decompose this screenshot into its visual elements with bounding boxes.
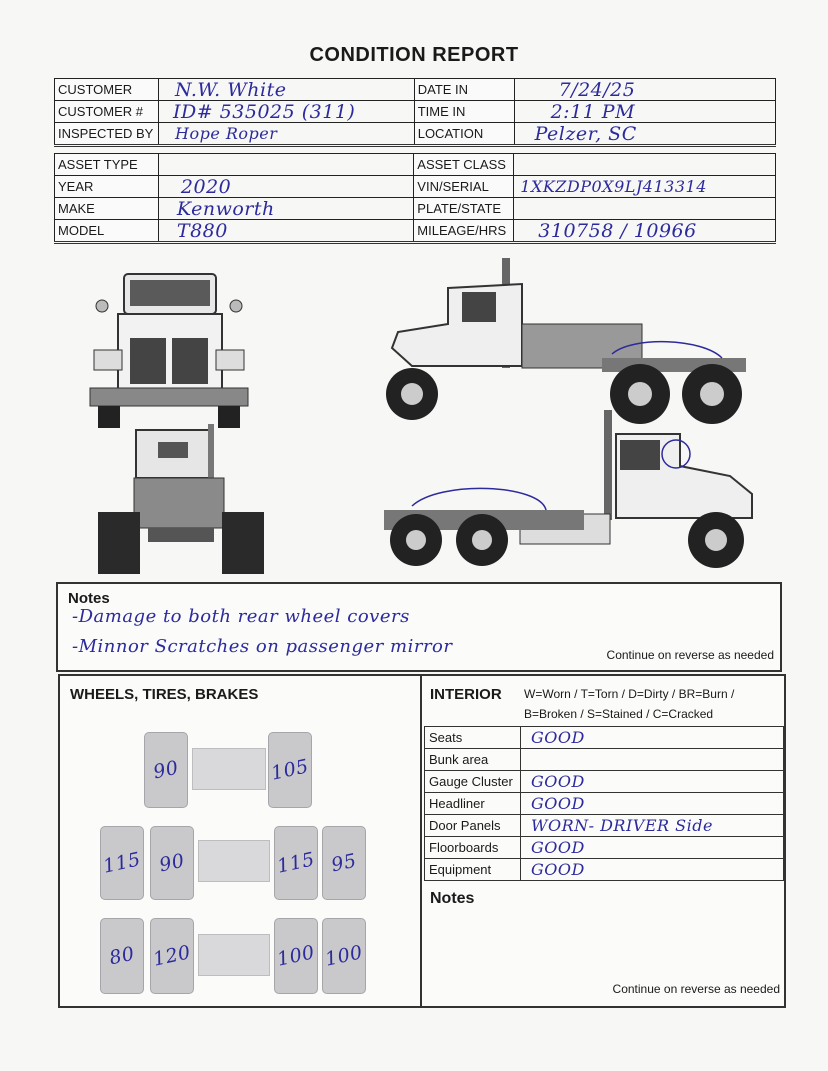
inspected-by-value[interactable]: Hope Roper xyxy=(158,123,414,146)
interior-row-value[interactable]: GOOD xyxy=(521,837,784,859)
interior-row-value[interactable]: GOOD xyxy=(521,727,784,749)
interior-row xyxy=(425,837,784,859)
date-in-label: DATE IN xyxy=(414,79,514,101)
interior-section xyxy=(420,674,786,1008)
tire-rear-left-inner[interactable]: 120 xyxy=(150,918,194,994)
interior-table xyxy=(424,726,784,881)
mileage-value[interactable]: 310758 / 10966 xyxy=(514,220,776,243)
asset-type-label: ASSET TYPE xyxy=(55,154,159,176)
interior-row-label: Bunk area xyxy=(425,749,521,771)
notes-heading: Notes xyxy=(68,590,110,607)
time-in-value[interactable]: 2:11 PM xyxy=(514,101,775,123)
interior-row-value[interactable] xyxy=(521,749,784,771)
interior-row-value[interactable]: WORN- DRIVER Side xyxy=(521,815,784,837)
location-value[interactable]: Pelzer, SC xyxy=(514,123,775,146)
interior-notes-heading: Notes xyxy=(430,890,475,907)
mileage-label: MILEAGE/HRS xyxy=(414,220,514,243)
asset-class-label: ASSET CLASS xyxy=(414,154,514,176)
date-in-value[interactable]: 7/24/25 xyxy=(514,79,775,101)
interior-row-value[interactable]: GOOD xyxy=(521,771,784,793)
vin-value[interactable]: 1XKZDP0X9LJ413314 xyxy=(514,176,776,198)
interior-footer: Continue on reverse as needed xyxy=(612,982,780,996)
year-label: YEAR xyxy=(55,176,159,198)
interior-row-label: Seats xyxy=(425,727,521,749)
plate-label: PLATE/STATE xyxy=(414,198,514,220)
tire-front-left[interactable]: 90 xyxy=(144,732,188,808)
tire-mid-left-outer[interactable]: 115 xyxy=(100,826,144,900)
tire-mid-left-inner[interactable]: 90 xyxy=(150,826,194,900)
truck-front-view-image xyxy=(88,266,250,430)
tire-rear-left-outer[interactable]: 80 xyxy=(100,918,144,994)
location-label: LOCATION xyxy=(414,123,514,146)
interior-row xyxy=(425,815,784,837)
notes-line-2[interactable]: -Minnor Scratches on passenger mirror xyxy=(72,636,453,657)
customer-number-value[interactable]: ID# 535025 (311) xyxy=(158,101,414,123)
interior-row-label: Gauge Cluster xyxy=(425,771,521,793)
truck-rear-view-image xyxy=(94,420,270,580)
customer-number-label: CUSTOMER # xyxy=(55,101,159,123)
interior-row-value[interactable]: GOOD xyxy=(521,793,784,815)
inspected-by-label: INSPECTED BY xyxy=(55,123,159,146)
wheels-section xyxy=(58,674,422,1008)
notes-section xyxy=(56,582,782,672)
tire-mid-right-outer[interactable]: 95 xyxy=(322,826,366,900)
year-value[interactable]: 2020 xyxy=(158,176,413,198)
model-value[interactable]: T880 xyxy=(158,220,413,243)
tire-rear-right-outer[interactable]: 100 xyxy=(322,918,366,994)
vin-label: VIN/SERIAL xyxy=(414,176,514,198)
interior-row-label: Headliner xyxy=(425,793,521,815)
truck-passenger-side-image xyxy=(372,254,750,428)
interior-row-label: Equipment xyxy=(425,859,521,881)
customer-value[interactable]: N.W. White xyxy=(158,79,414,101)
model-label: MODEL xyxy=(55,220,159,243)
asset-class-value[interactable] xyxy=(514,154,776,176)
interior-row-label: Floorboards xyxy=(425,837,521,859)
wheels-heading: WHEELS, TIRES, BRAKES xyxy=(70,686,259,703)
interior-row-label: Door Panels xyxy=(425,815,521,837)
notes-footer: Continue on reverse as needed xyxy=(606,648,774,662)
asset-type-value[interactable] xyxy=(158,154,413,176)
interior-row-value[interactable]: GOOD xyxy=(521,859,784,881)
page-title: CONDITION REPORT xyxy=(309,44,519,66)
customer-info-table xyxy=(54,78,776,147)
truck-driver-side-image xyxy=(380,406,760,574)
interior-row xyxy=(425,771,784,793)
tire-front-right[interactable]: 105 xyxy=(268,732,312,808)
customer-label: CUSTOMER xyxy=(55,79,159,101)
interior-heading: INTERIOR xyxy=(430,686,502,703)
interior-row xyxy=(425,859,784,881)
front-axle xyxy=(192,748,266,790)
asset-info-table xyxy=(54,153,776,244)
tire-mid-right-inner[interactable]: 115 xyxy=(274,826,318,900)
tire-rear-right-inner[interactable]: 100 xyxy=(274,918,318,994)
interior-legend: W=Worn / T=Torn / D=Dirty / BR=Burn / B=Broken / S=Stained / C=Cracked xyxy=(524,687,735,721)
plate-value[interactable] xyxy=(514,198,776,220)
rear-axle xyxy=(198,934,270,976)
make-label: MAKE xyxy=(55,198,159,220)
time-in-label: TIME IN xyxy=(414,101,514,123)
make-value[interactable]: Kenworth xyxy=(158,198,413,220)
interior-row xyxy=(425,793,784,815)
interior-row xyxy=(425,749,784,771)
notes-line-1[interactable]: -Damage to both rear wheel covers xyxy=(72,606,410,627)
interior-row xyxy=(425,727,784,749)
mid-axle xyxy=(198,840,270,882)
